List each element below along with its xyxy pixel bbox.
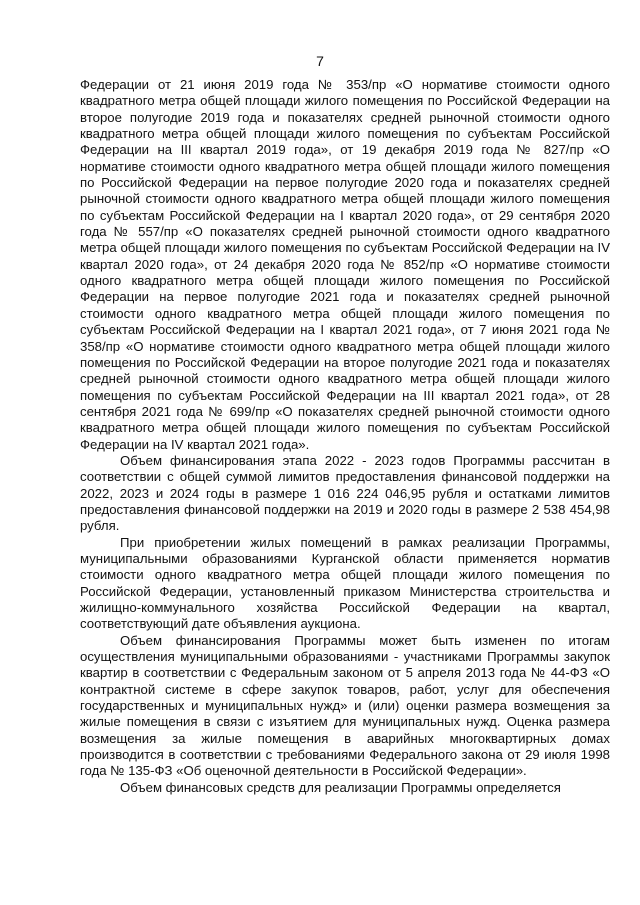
document-body: [80, 77, 610, 796]
paragraph-legal-references: Федерации от 21 июня 2019 года № 353/пр «О нормативе стоимости одного квадратного метра общей площади жилого помещения по Российской Федерации на второе полугодие 2019 года и показателях средней рыночной стоимости одного квадратного метра общей площади жилого помещения по субъектам Российской Федерации на III квартал 2019 года», от 19 декабря 2019 года № 827/пр «О нормативе стоимости одного квадратного метра общей площади жилого помещения по Российской Федерации на первое полугодие 2020 года и показателях средней рыночной стоимости одного квадратного метра общей площади жилого помещения по субъектам Российской Федерации на I квартал 2020 года», от 29 сентября 2020 года № 557/пр «О показателях средней рыночной стоимости одного квадратного метра общей площади жилого помещения по субъектам Российской Федерации на IV квартал 2020 года», от 24 декабря 2020 года № 852/пр «О нормативе стоимости одного квадратного метра общей площади жилого помещения по Российской Федерации на первое полугодие 2021 года и показателях средней рыночной стоимости одного квадратного метра общей площади жилого помещения по субъектам Российской Федерации на I квартал 2021 года», от 7 июня 2021 года № 358/пр «О нормативе стоимости одного квадратного метра общей площади жилого помещения по Российской Федерации на второе полугодие 2021 года и показателях средней рыночной стоимости одного квадратного метра общей площади жилого помещения по субъектам Российской Федерации на III квартал 2021 года», от 28 сентября 2021 года № 699/пр «О показателях средней рыночной стоимости одного квадратного метра общей площади жилого помещения по субъектам Российской Федерации на IV квартал 2021 года».: [80, 77, 610, 452]
page-number: 7: [316, 53, 324, 69]
paragraph-financing-volume: Объем финансирования этапа 2022 - 2023 годов Программы рассчитан в соответствии с общей суммой лимитов предоставления финансовой поддержки на 2022, 2023 и 2024 годы в размере 1 016 224 046,95 рубля и остатками лимитов предоставления финансовой поддержки на 2019 и 2020 годы в размере 2 538 454,98 рубля.: [80, 452, 610, 534]
paragraph-financial-means: Объем финансовых средств для реализации Программы определяется: [120, 779, 561, 795]
paragraph-purchase-norm: При приобретении жилых помещений в рамках реализации Программы, муниципальными образованиями Курганской области применяется норматив стоимости одного квадратного метра общей площади жилого помещения по Российской Федерации, установленный приказом Министерства строительства и жилищно-коммунального хозяйства Российской Федерации на квартал, соответствующий дате объявления аукциона.: [80, 534, 610, 632]
paragraph-financing-change: Объем финансирования Программы может быть изменен по итогам осуществления муниципальными образованиями - участниками Программы закупок квартир в соответствии с Федеральным законом от 5 апреля 2013 года № 44-ФЗ «О контрактной системе в сфере закупок товаров, работ, услуг для обеспечения государственных и муниципальных нужд» и (или) оценки размера возмещения за жилые помещения в связи с изъятием для муниципальных нужд. Оценка размера возмещения за жилые помещения в аварийных многоквартирных домах производится в соответствии с требованиями Федерального закона от 29 июля 1998 года № 135-ФЗ «Об оценочной деятельности в Российской Федерации».: [80, 632, 610, 779]
